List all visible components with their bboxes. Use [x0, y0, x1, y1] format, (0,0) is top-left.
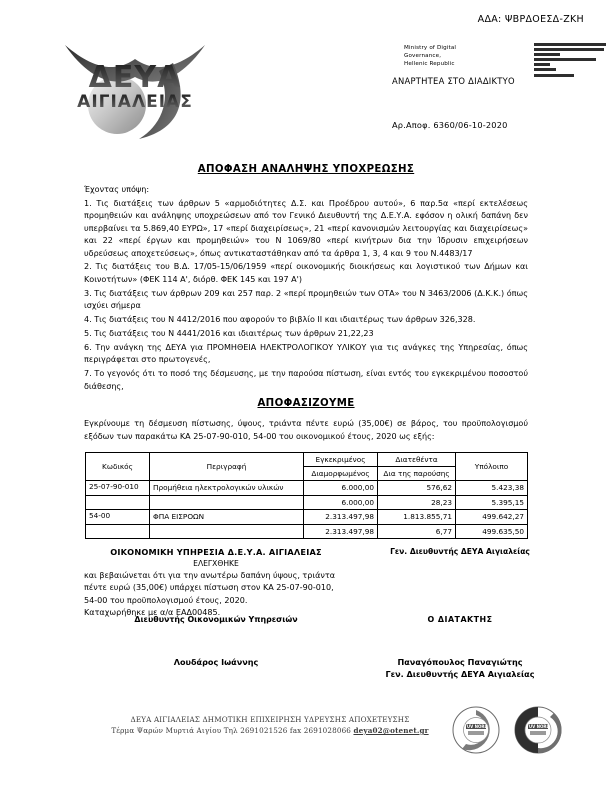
- stamp-line: [534, 68, 556, 71]
- cell-disposed: 576,62: [378, 481, 456, 496]
- publication-notice: ΑΝΑΡΤΗΤΕΑ ΣΤΟ ΔΙΑΔΙΚΤΥΟ: [392, 76, 515, 86]
- preamble-item: 6. Την ανάγκη της ΔΕΥΑ για ΠΡΟΜΗΘΕΙΑ ΗΛΕΚΤΡΟΛΟΓΙΚΟΥ ΥΛΙΚΟΥ για τις ανάγκες της Υπηρεσίας, όπως περιγράφεται στο πρωτογενές,: [84, 342, 528, 365]
- financial-director-label: Διευθυντής Οικονομικών Υπηρεσιών: [134, 615, 298, 624]
- verification-line: και βεβαιώνεται ότι για την ανωτέρω δαπάνη ύψους, τριάντα: [84, 571, 336, 580]
- budget-table-wrapper: [85, 452, 527, 539]
- preamble-item: 5. Τις διατάξεις του Ν 4441/2016 και ιδιαιτέρως των άρθρων 21,22,23: [84, 328, 374, 338]
- ministry-line-3: Hellenic Republic: [404, 61, 455, 68]
- stamp-line: [534, 74, 574, 77]
- signatory-right-name: Παναγόπουλος Παναγιώτης: [397, 657, 523, 667]
- cell-disposed: 1.813.855,71: [378, 510, 456, 525]
- header-disposed-sub: Δια της παρούσης: [378, 467, 456, 481]
- preamble-item: 2. Τις διατάξεις του Β.Δ. 17/05-15/06/1959 «περί οικονομικής διοικήσεως και λογιστικού των Δήμων και Κοινοτήτων» (ΦΕΚ 114 Α', διόρθ. ΦΕΚ 145 και 197 Α'): [84, 262, 528, 284]
- signatory-name-right: [360, 657, 560, 680]
- cell-code: [86, 524, 150, 539]
- seals-graphic: [446, 704, 576, 756]
- footer-email-link[interactable]: deya02@otenet.gr: [353, 726, 429, 735]
- checked-label: ΕΛΕΓΧΘΗΚΕ: [193, 559, 239, 568]
- tuv-nord-seal-1: [453, 707, 499, 753]
- cell-remaining: 5.395,15: [456, 495, 528, 510]
- protocol-number: Αρ.Απoφ. 6360/06-10-2020: [392, 120, 508, 130]
- budget-table: [85, 452, 528, 539]
- cell-remaining: 499.635,50: [456, 524, 528, 539]
- footer-organization: ΔΕΥΑ ΑΙΓΙΑΛΕΙΑΣ ΔΗΜΟΤΙΚΗ ΕΠΙΧΕΙΡΗΣΗ ΥΔΡΕΥΣΗΣ ΑΠΟΧΕΤΕΥΣΗΣ: [130, 715, 410, 724]
- table-row: [86, 524, 528, 539]
- svg-text:TUV NORD: TUV NORD: [526, 724, 550, 730]
- decision-paragraph: Εγκρίνουμε τη δέσμευση πίστωσης, ύψους, τριάντα πέντε ευρώ (35,00€) σε βάρος, του προϋπολογισμού εξόδων των παρακάτω ΚΑ 25-07-90-010, 54-00 του οικονομικού έτους, 2020 ως εξής:: [84, 419, 528, 441]
- verification-line: 54-00 του προϋπολογισμού έτους, 2020.: [84, 595, 248, 605]
- document-footer: [70, 714, 470, 736]
- stamp-line: [534, 58, 596, 61]
- table-header-row: [86, 453, 528, 467]
- ada-reference-number: ΑΔΑ: ΨΒΡΔΟΕΣΔ-ΖΚΗ: [477, 14, 584, 25]
- preamble-item: 4. Τις διατάξεις του Ν 4412/2016 που αφορούν το βιβλίο ΙΙ και ιδιαιτέρως των άρθρων 326,328.: [84, 315, 476, 325]
- ministry-line-2: Governance,: [404, 53, 442, 60]
- cell-approved: 2.313.497,98: [304, 510, 378, 525]
- financial-service-title: ΟΙΚΟΝΟΜΙΚΗ ΥΠΗΡΕΣΙΑ Δ.Ε.Υ.Α. ΑΙΓΙΑΛΕΙΑΣ: [110, 547, 322, 557]
- stamp-line: [534, 48, 604, 51]
- general-director-title: Γεν. Διευθυντής ΔΕΥΑ Αιγιαλείας: [390, 547, 530, 556]
- header-disposed: Διατεθέντα: [378, 453, 456, 467]
- cell-description: ΦΠΑ ΕΙΣΡΟΩΝ: [150, 510, 304, 525]
- svg-text:ΑΙΓΙΑΛΕΙΑΣ: ΑΙΓΙΑΛΕΙΑΣ: [77, 92, 193, 112]
- digital-signature-stamp: [534, 43, 608, 79]
- footer-contact: [70, 725, 470, 736]
- certification-seals: [446, 704, 576, 756]
- verification-text: [84, 570, 354, 620]
- header-remaining: Υπόλοιπο: [456, 453, 528, 481]
- preamble-item: 1. Τις διατάξεις των άρθρων 5 «αρμοδιότητες Δ.Σ. και Προέδρου αυτού», 6 παρ.5α «περί εκτελέσεως προμηθειών και ανάληψης υποχρεώσεων από τον Γενικό Διευθυντή της Δ.Ε.Υ.Α. εφόσον η ολική δαπάνη δεν υπερβαίνει τα 5.869,40 ΕΥΡΩ», 17 «περί διαχειρίσεως», 21 «περί κανονισμών λειτουργίας και διαχειρίσεως» και 22 «περί έργων και προμηθειών» του Ν 1069/80 «περί κινήτρων δια την Ίδρυσιν επιχειρήσεων υδρεύσεως αποχετεύσεως», όπως αντικαταστάθηκαν από τα άρθρα 1, 3, 4 και 9 του Ν.4483/17: [84, 198, 528, 258]
- cell-description: Προμήθεια ηλεκτρολογικών υλικών: [150, 481, 304, 496]
- verification-line: πέντε ευρώ (35,00€) υπάρχει πίστωση στον ΚΑ 25-07-90-010,: [84, 583, 334, 593]
- cell-approved: 6.000,00: [304, 481, 378, 496]
- table-row: [86, 495, 528, 510]
- header-description: Περιγραφή: [150, 453, 304, 481]
- table-row: [86, 510, 528, 525]
- header-approved: Εγκεκριμένος: [304, 453, 378, 467]
- signatory-right-role: Γεν. Διευθυντής ΔΕΥΑ Αιγιαλείας: [385, 668, 535, 679]
- tuv-nord-seal-2: [515, 707, 562, 753]
- deya-aigialeias-logo: [55, 33, 215, 143]
- verification-line: Καταχωρήθηκε με α/α ΕΑΔ00485.: [84, 608, 221, 618]
- preamble-section: [84, 184, 528, 395]
- cell-code: 25-07-90-010: [86, 481, 150, 496]
- stamp-line: [534, 43, 606, 46]
- decision-heading: ΑΠΟΦΑΣΙΖΟΥΜΕ: [257, 398, 355, 409]
- header-approved-sub: Διαμορφωμένος: [304, 467, 378, 481]
- cell-approved: 6.000,00: [304, 495, 378, 510]
- authorizer-label: Ο ΔΙΑΤΑΚΤΗΣ: [427, 615, 493, 624]
- decision-text: [84, 418, 528, 443]
- cell-remaining: 499.642,27: [456, 510, 528, 525]
- document-title: ΑΠΟΦΑΣΗ ΑΝΑΛΗΨΗΣ ΥΠΟΧΡΕΩΣΗΣ: [197, 164, 415, 175]
- preamble-item: 3. Τις διατάξεις των άρθρων 209 και 257 παρ. 2 «περί προμηθειών των ΟΤΑ» του Ν 3463/2006 (Δ.Κ.Κ.) όπως ισχύει σήμερα: [84, 288, 528, 311]
- table-row: [86, 481, 528, 496]
- ministry-line-1: Ministry of Digital: [404, 45, 457, 51]
- preamble-item: 7. Το γεγονός ότι το ποσό της δέσμευσης, με την παρούσα πίστωση, είναι εντός του εγκεκριμένου ποσοστού διάθεσης,: [84, 369, 528, 391]
- svg-text:TUV NORD: TUV NORD: [464, 724, 488, 730]
- cell-remaining: 5.423,38: [456, 481, 528, 496]
- cell-description: [150, 495, 304, 510]
- ministry-attestation: [404, 44, 456, 69]
- footer-address-phone: Τέρμα Ψαρών Μυρτιά Αιγίου Τηλ 2691021526 fax 2691028066: [111, 726, 352, 735]
- cell-approved: 2.313.497,98: [304, 524, 378, 539]
- logo-graphic: [55, 33, 215, 143]
- signatory-name-left: Λουδάρος Ιωάννης: [173, 657, 259, 667]
- stamp-line: [534, 53, 560, 56]
- cell-code: [86, 495, 150, 510]
- svg-text:ΔΕΥΑ: ΔΕΥΑ: [88, 60, 182, 95]
- preamble-intro: Έχοντας υπόψη:: [84, 185, 150, 194]
- cell-description: [150, 524, 304, 539]
- cell-disposed: 28,23: [378, 495, 456, 510]
- header-code: Κωδικός: [86, 453, 150, 481]
- cell-disposed: 6,77: [378, 524, 456, 539]
- stamp-line: [534, 63, 550, 66]
- cell-code: 54-00: [86, 510, 150, 525]
